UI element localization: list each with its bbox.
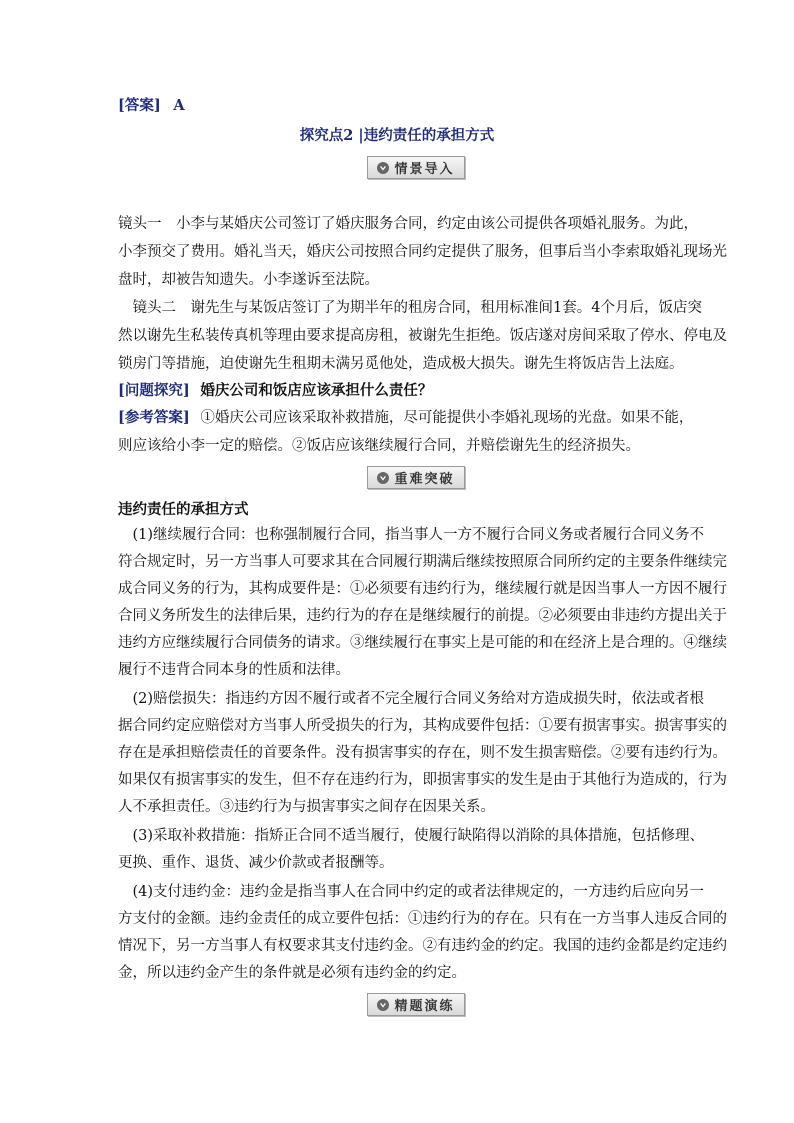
question-label: [问题探究] [118, 382, 190, 399]
question-line [118, 381, 702, 401]
body-line: 履行不违背合同本身的性质和法律。 [118, 662, 350, 678]
body-line: 情况下，另一方当事人有权要求其支付违约金。②有违约金的约定。我国的违约金都是约定违约 [118, 938, 727, 954]
badge-practice [367, 993, 465, 1016]
scene-line: 镜头一 小李与某婚庆公司签订了婚庆服务合同，约定由该公司提供各项婚礼服务。为此， [118, 216, 698, 232]
badge-label: 重难突破 [394, 472, 455, 487]
chevron-down-circle-icon [377, 472, 389, 484]
chevron-down-circle-icon [377, 162, 389, 174]
reference-label: [参考答案] [118, 409, 190, 426]
chevron-down-circle-icon [377, 999, 389, 1011]
body-line: 金，所以违约金产生的条件就是必须有违约金的约定。 [118, 965, 466, 981]
body-line: 更换、重作、退货、减少价款或者报酬等。 [118, 855, 394, 871]
answer-line [118, 96, 702, 116]
body-line: 存在是承担赔偿责任的首要条件。没有损害事实的存在，则不发生损害赔偿。②要有违约行为。 [118, 745, 727, 761]
scene-line: 镜头二 谢先生与某饭店签订了为期半年的租房合同，租用标准间1套。4个月后，饭店突 [118, 300, 702, 316]
scene-line: 然以谢先生私装传真机等理由要求提高房租，被谢先生拒绝。饭店遂对房间采取了停水、停电及 [118, 328, 727, 344]
body-line: 成合同义务的行为，其构成要件是：①必须要有违约行为，继续履行就是因当事人一方因不履行 [118, 581, 727, 597]
answer-label: [答案] [118, 97, 161, 114]
body-line: 符合规定时，另一方当事人可要求其在合同履行期满后继续按照原合同所约定的主要条件继续完 [118, 554, 727, 570]
body-line: (1)继续履行合同：也称强制履行合同，指当事人一方不履行合同义务或者履行合同义务不 [118, 527, 705, 543]
answer-value: A [173, 97, 185, 114]
body-line: 人不承担责任。③违约行为与损害事实之间存在因果关系。 [118, 799, 495, 815]
breakthrough-heading: 违约责任的承担方式 [118, 501, 249, 518]
scene-line: 盘时，却被告知遗失。小李遂诉至法院。 [118, 272, 379, 288]
body-line: (3)采取补救措施：指矫正合同不适当履行，使履行缺陷得以消除的具体措施，包括修理、 [118, 828, 705, 844]
scene-line: 小李预交了费用。婚礼当天，婚庆公司按照合同约定提供了服务，但事后当小李索取婚礼现场光 [118, 244, 727, 260]
body-line: (4)支付违约金：违约金是指当事人在合同中约定的或者法律规定的，一方违约后应向另一 [118, 884, 705, 900]
badge-label: 精题演练 [394, 999, 455, 1014]
body-line: 违约方应继续履行合同债务的请求。③继续履行在事实上是可能的和在经济上是合理的。④继续 [118, 635, 727, 651]
badge-key-points [367, 466, 465, 489]
body-line: (2)赔偿损失：指违约方因不履行或者不完全履行合同义务给对方造成损失时，依法或者根 [118, 691, 705, 707]
badge-label: 情景导入 [394, 162, 455, 177]
body-line: 如果仅有损害事实的发生，但不存在违约行为，即损害事实的发生是由于其他行为造成的，行为 [118, 772, 727, 788]
section-title: 探究点2 |违约责任的承担方式 [299, 127, 495, 144]
reference-line: 则应该给小李一定的赔偿。②饭店应该继续履行合同，并赔偿谢先生的经济损失。 [118, 438, 640, 454]
body-line: 合同义务所发生的法律后果，违约行为的存在是继续履行的前提。②必须要由非违约方提出关于 [118, 608, 727, 624]
question-text: 婚庆公司和饭店应该承担什么责任？ [200, 382, 433, 399]
body-line: 方支付的金额。违约金责任的成立要件包括：①违约行为的存在。只有在一方当事人违反合同的 [118, 911, 727, 927]
body-line: 据合同约定应赔偿对方当事人所受损失的行为，其构成要件包括：①要有损害事实。损害事实的 [118, 718, 727, 734]
reference-line [118, 408, 702, 428]
scene-line: 锁房门等措施，迫使谢先生租期未满另觅他处，造成极大损失。谢先生将饭店告上法庭。 [118, 356, 684, 372]
reference-text: ①婚庆公司应该采取补救措施，尽可能提供小李婚礼现场的光盘。如果不能， [200, 410, 694, 426]
badge-scene-intro [367, 156, 465, 179]
